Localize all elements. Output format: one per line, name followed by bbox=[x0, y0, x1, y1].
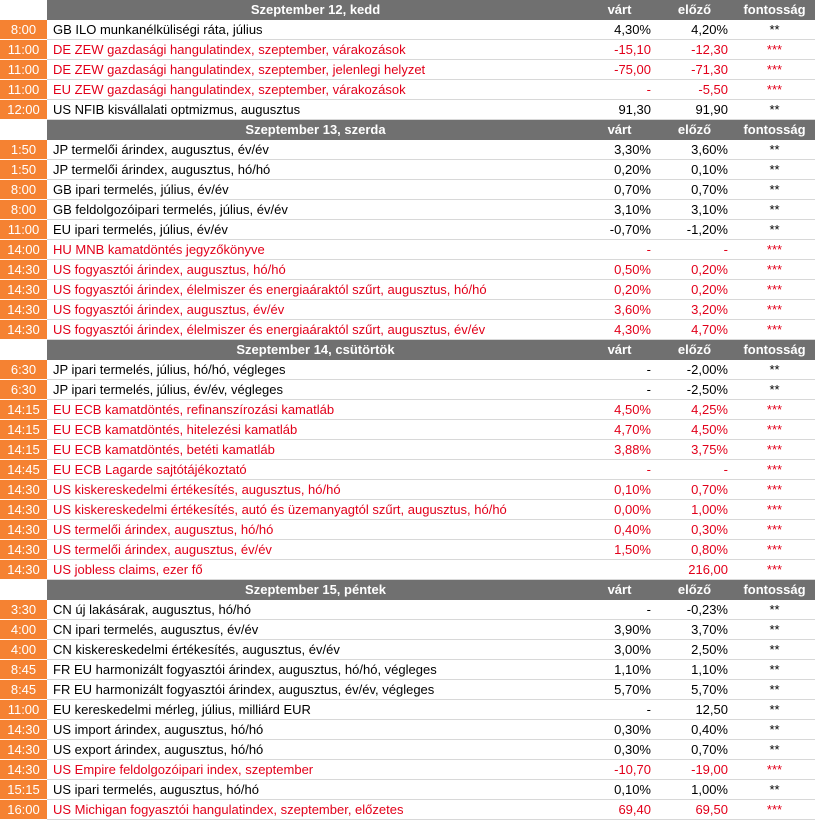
expected-value: 1,10% bbox=[584, 660, 655, 680]
expected-value: 3,00% bbox=[584, 640, 655, 660]
expected-value: 3,30% bbox=[584, 140, 655, 160]
table-row bbox=[0, 420, 815, 440]
table-row bbox=[0, 100, 815, 120]
expected-value: - bbox=[584, 240, 655, 260]
event-description: US fogyasztói árindex, augusztus, hó/hó bbox=[47, 260, 584, 280]
previous-value: -19,00 bbox=[655, 760, 734, 780]
table-row bbox=[0, 20, 815, 40]
event-description: EU ECB kamatdöntés, hitelezési kamatláb bbox=[47, 420, 584, 440]
previous-value: 69,50 bbox=[655, 800, 734, 820]
expected-value: - bbox=[584, 80, 655, 100]
importance-stars: *** bbox=[734, 540, 815, 560]
table-row bbox=[0, 600, 815, 620]
event-time: 11:00 bbox=[0, 700, 47, 720]
day-header-spacer bbox=[0, 340, 47, 360]
previous-value: 0,40% bbox=[655, 720, 734, 740]
table-row bbox=[0, 640, 815, 660]
event-time: 14:30 bbox=[0, 720, 47, 740]
day-header-spacer bbox=[0, 0, 47, 20]
table-row bbox=[0, 780, 815, 800]
expected-value: 3,90% bbox=[584, 620, 655, 640]
event-description: EU ECB Lagarde sajtótájékoztató bbox=[47, 460, 584, 480]
event-description: US fogyasztói árindex, élelmiszer és energiaáraktól szűrt, augusztus, hó/hó bbox=[47, 280, 584, 300]
event-time: 14:00 bbox=[0, 240, 47, 260]
event-time: 1:50 bbox=[0, 140, 47, 160]
event-time: 8:45 bbox=[0, 660, 47, 680]
expected-value: - bbox=[584, 600, 655, 620]
expected-value: 0,00% bbox=[584, 500, 655, 520]
event-time: 4:00 bbox=[0, 640, 47, 660]
event-description: JP termelői árindex, augusztus, év/év bbox=[47, 140, 584, 160]
previous-value: -2,50% bbox=[655, 380, 734, 400]
table-row bbox=[0, 760, 815, 780]
table-row bbox=[0, 520, 815, 540]
expected-value: 1,50% bbox=[584, 540, 655, 560]
event-time: 8:00 bbox=[0, 200, 47, 220]
table-row bbox=[0, 800, 815, 820]
table-row bbox=[0, 460, 815, 480]
table-row bbox=[0, 380, 815, 400]
previous-value: 0,70% bbox=[655, 740, 734, 760]
importance-stars: *** bbox=[734, 240, 815, 260]
expected-value: 0,10% bbox=[584, 780, 655, 800]
event-description: EU ECB kamatdöntés, betéti kamatláb bbox=[47, 440, 584, 460]
importance-stars: ** bbox=[734, 640, 815, 660]
event-time: 14:30 bbox=[0, 560, 47, 580]
event-time: 6:30 bbox=[0, 360, 47, 380]
expected-value: -75,00 bbox=[584, 60, 655, 80]
importance-stars: *** bbox=[734, 60, 815, 80]
expected-value: 91,30 bbox=[584, 100, 655, 120]
table-row bbox=[0, 740, 815, 760]
event-description: US NFIB kisvállalati optmizmus, augusztus bbox=[47, 100, 584, 120]
table-row bbox=[0, 280, 815, 300]
table-row bbox=[0, 200, 815, 220]
previous-value: 0,70% bbox=[655, 180, 734, 200]
expected-value: - bbox=[584, 460, 655, 480]
table-row bbox=[0, 40, 815, 60]
event-description: US jobless claims, ezer fő bbox=[47, 560, 584, 580]
event-description: GB ipari termelés, július, év/év bbox=[47, 180, 584, 200]
column-header-previous: előző bbox=[677, 122, 712, 137]
previous-value: -12,30 bbox=[655, 40, 734, 60]
importance-stars: ** bbox=[734, 380, 815, 400]
importance-stars: ** bbox=[734, 680, 815, 700]
importance-stars: ** bbox=[734, 200, 815, 220]
table-row bbox=[0, 440, 815, 460]
event-time: 6:30 bbox=[0, 380, 47, 400]
event-description: EU ECB kamatdöntés, refinanszírozási kamatláb bbox=[47, 400, 584, 420]
event-description: CN ipari termelés, augusztus, év/év bbox=[47, 620, 584, 640]
column-header-expected: várt bbox=[607, 582, 632, 597]
event-time: 15:15 bbox=[0, 780, 47, 800]
expected-value: 4,30% bbox=[584, 20, 655, 40]
event-time: 14:30 bbox=[0, 740, 47, 760]
previous-value: -0,23% bbox=[655, 600, 734, 620]
importance-stars: *** bbox=[734, 280, 815, 300]
importance-stars: ** bbox=[734, 360, 815, 380]
previous-value: 0,70% bbox=[655, 480, 734, 500]
day-header-title: Szeptember 14, csütörtök bbox=[236, 342, 395, 357]
importance-stars: ** bbox=[734, 600, 815, 620]
day-header-title: Szeptember 13, szerda bbox=[245, 122, 386, 137]
table-row bbox=[0, 700, 815, 720]
previous-value: 0,10% bbox=[655, 160, 734, 180]
importance-stars: *** bbox=[734, 560, 815, 580]
event-description: US termelői árindex, augusztus, hó/hó bbox=[47, 520, 584, 540]
event-description: EU kereskedelmi mérleg, július, milliárd EUR bbox=[47, 700, 584, 720]
table-row bbox=[0, 680, 815, 700]
event-description: CN új lakásárak, augusztus, hó/hó bbox=[47, 600, 584, 620]
importance-stars: *** bbox=[734, 760, 815, 780]
table-row bbox=[0, 60, 815, 80]
expected-value: 4,30% bbox=[584, 320, 655, 340]
expected-value: 0,20% bbox=[584, 280, 655, 300]
expected-value: 4,50% bbox=[584, 400, 655, 420]
day-header-title: Szeptember 12, kedd bbox=[250, 2, 381, 17]
event-description: US Empire feldolgozóipari index, szeptember bbox=[47, 760, 584, 780]
event-description: FR EU harmonizált fogyasztói árindex, augusztus, év/év, végleges bbox=[47, 680, 584, 700]
expected-value bbox=[584, 560, 655, 580]
table-row bbox=[0, 140, 815, 160]
previous-value: 0,30% bbox=[655, 520, 734, 540]
importance-stars: ** bbox=[734, 140, 815, 160]
column-header-expected: várt bbox=[607, 122, 632, 137]
expected-value: - bbox=[584, 380, 655, 400]
table-row bbox=[0, 180, 815, 200]
event-time: 14:15 bbox=[0, 420, 47, 440]
previous-value: 0,80% bbox=[655, 540, 734, 560]
column-header-importance: fontosság bbox=[743, 582, 806, 597]
column-header-importance: fontosság bbox=[743, 122, 806, 137]
previous-value: 4,70% bbox=[655, 320, 734, 340]
expected-value: 3,10% bbox=[584, 200, 655, 220]
event-time: 14:30 bbox=[0, 320, 47, 340]
event-time: 8:00 bbox=[0, 180, 47, 200]
event-time: 11:00 bbox=[0, 220, 47, 240]
table-row bbox=[0, 500, 815, 520]
previous-value: 3,75% bbox=[655, 440, 734, 460]
importance-stars: ** bbox=[734, 20, 815, 40]
importance-stars: *** bbox=[734, 40, 815, 60]
event-time: 14:30 bbox=[0, 540, 47, 560]
importance-stars: ** bbox=[734, 620, 815, 640]
table-row bbox=[0, 400, 815, 420]
previous-value: 3,70% bbox=[655, 620, 734, 640]
importance-stars: ** bbox=[734, 180, 815, 200]
event-time: 3:30 bbox=[0, 600, 47, 620]
day-header-spacer bbox=[0, 580, 47, 600]
table-row bbox=[0, 480, 815, 500]
previous-value: 0,20% bbox=[655, 260, 734, 280]
table-row bbox=[0, 360, 815, 380]
previous-value: 0,20% bbox=[655, 280, 734, 300]
column-header-expected: várt bbox=[607, 342, 632, 357]
previous-value: 1,10% bbox=[655, 660, 734, 680]
column-header-importance: fontosság bbox=[743, 342, 806, 357]
importance-stars: *** bbox=[734, 400, 815, 420]
column-header-previous: előző bbox=[677, 2, 712, 17]
day-header-spacer bbox=[0, 120, 47, 140]
event-description: FR EU harmonizált fogyasztói árindex, augusztus, hó/hó, végleges bbox=[47, 660, 584, 680]
column-header-previous: előző bbox=[677, 582, 712, 597]
event-description: US Michigan fogyasztói hangulatindex, szeptember, előzetes bbox=[47, 800, 584, 820]
importance-stars: *** bbox=[734, 420, 815, 440]
table-row bbox=[0, 160, 815, 180]
table-row bbox=[0, 620, 815, 640]
previous-value: - bbox=[655, 240, 734, 260]
event-time: 8:45 bbox=[0, 680, 47, 700]
event-description: US termelői árindex, augusztus, év/év bbox=[47, 540, 584, 560]
expected-value: 0,70% bbox=[584, 180, 655, 200]
importance-stars: *** bbox=[734, 500, 815, 520]
expected-value: 0,40% bbox=[584, 520, 655, 540]
importance-stars: *** bbox=[734, 440, 815, 460]
event-time: 14:30 bbox=[0, 480, 47, 500]
event-time: 14:30 bbox=[0, 260, 47, 280]
column-header-importance: fontosság bbox=[743, 2, 806, 17]
expected-value: 0,20% bbox=[584, 160, 655, 180]
expected-value: 0,50% bbox=[584, 260, 655, 280]
previous-value: 3,60% bbox=[655, 140, 734, 160]
event-time: 11:00 bbox=[0, 40, 47, 60]
event-time: 14:30 bbox=[0, 760, 47, 780]
event-description: EU ipari termelés, július, év/év bbox=[47, 220, 584, 240]
event-description: GB ILO munkanélküliségi ráta, július bbox=[47, 20, 584, 40]
previous-value: 4,20% bbox=[655, 20, 734, 40]
event-time: 11:00 bbox=[0, 80, 47, 100]
expected-value: 4,70% bbox=[584, 420, 655, 440]
event-description: US import árindex, augusztus, hó/hó bbox=[47, 720, 584, 740]
previous-value: 91,90 bbox=[655, 100, 734, 120]
importance-stars: *** bbox=[734, 480, 815, 500]
importance-stars: ** bbox=[734, 740, 815, 760]
event-time: 14:30 bbox=[0, 300, 47, 320]
previous-value: 3,10% bbox=[655, 200, 734, 220]
previous-value: -71,30 bbox=[655, 60, 734, 80]
importance-stars: *** bbox=[734, 460, 815, 480]
event-description: US export árindex, augusztus, hó/hó bbox=[47, 740, 584, 760]
table-row bbox=[0, 660, 815, 680]
previous-value: 2,50% bbox=[655, 640, 734, 660]
importance-stars: *** bbox=[734, 800, 815, 820]
day-header bbox=[0, 0, 815, 20]
importance-stars: *** bbox=[734, 80, 815, 100]
event-description: US ipari termelés, augusztus, hó/hó bbox=[47, 780, 584, 800]
table-row bbox=[0, 80, 815, 100]
importance-stars: ** bbox=[734, 660, 815, 680]
table-row bbox=[0, 320, 815, 340]
previous-value: 3,20% bbox=[655, 300, 734, 320]
table-row bbox=[0, 260, 815, 280]
previous-value: 1,00% bbox=[655, 780, 734, 800]
day-header-title: Szeptember 15, péntek bbox=[245, 582, 386, 597]
expected-value: - bbox=[584, 360, 655, 380]
expected-value: - bbox=[584, 700, 655, 720]
event-time: 14:45 bbox=[0, 460, 47, 480]
expected-value: -0,70% bbox=[584, 220, 655, 240]
event-time: 4:00 bbox=[0, 620, 47, 640]
event-description: DE ZEW gazdasági hangulatindex, szeptember, várakozások bbox=[47, 40, 584, 60]
event-description: HU MNB kamatdöntés jegyzőkönyve bbox=[47, 240, 584, 260]
event-time: 14:30 bbox=[0, 500, 47, 520]
expected-value: 69,40 bbox=[584, 800, 655, 820]
importance-stars: *** bbox=[734, 320, 815, 340]
event-time: 14:30 bbox=[0, 280, 47, 300]
expected-value: 0,30% bbox=[584, 720, 655, 740]
event-description: JP ipari termelés, július, hó/hó, végleges bbox=[47, 360, 584, 380]
importance-stars: ** bbox=[734, 220, 815, 240]
previous-value: 216,00 bbox=[655, 560, 734, 580]
table-row bbox=[0, 220, 815, 240]
previous-value: 4,25% bbox=[655, 400, 734, 420]
expected-value: 3,88% bbox=[584, 440, 655, 460]
event-time: 8:00 bbox=[0, 20, 47, 40]
previous-value: 1,00% bbox=[655, 500, 734, 520]
importance-stars: ** bbox=[734, 780, 815, 800]
event-description: US kiskereskedelmi értékesítés, autó és üzemanyagtól szűrt, augusztus, hó/hó bbox=[47, 500, 584, 520]
table-row bbox=[0, 560, 815, 580]
event-time: 16:00 bbox=[0, 800, 47, 820]
column-header-expected: várt bbox=[607, 2, 632, 17]
expected-value: 0,30% bbox=[584, 740, 655, 760]
day-header bbox=[0, 120, 815, 140]
event-description: DE ZEW gazdasági hangulatindex, szeptember, jelenlegi helyzet bbox=[47, 60, 584, 80]
event-time: 14:30 bbox=[0, 520, 47, 540]
expected-value: -15,10 bbox=[584, 40, 655, 60]
previous-value: -5,50 bbox=[655, 80, 734, 100]
event-time: 14:15 bbox=[0, 440, 47, 460]
importance-stars: ** bbox=[734, 160, 815, 180]
day-header bbox=[0, 340, 815, 360]
event-time: 1:50 bbox=[0, 160, 47, 180]
event-description: JP ipari termelés, július, év/év, végleges bbox=[47, 380, 584, 400]
table-row bbox=[0, 240, 815, 260]
previous-value: -1,20% bbox=[655, 220, 734, 240]
importance-stars: ** bbox=[734, 720, 815, 740]
expected-value: 5,70% bbox=[584, 680, 655, 700]
event-time: 11:00 bbox=[0, 60, 47, 80]
expected-value: -10,70 bbox=[584, 760, 655, 780]
importance-stars: *** bbox=[734, 300, 815, 320]
previous-value: 12,50 bbox=[655, 700, 734, 720]
event-time: 14:15 bbox=[0, 400, 47, 420]
table-row bbox=[0, 300, 815, 320]
event-description: CN kiskereskedelmi értékesítés, augusztus, év/év bbox=[47, 640, 584, 660]
event-description: JP termelői árindex, augusztus, hó/hó bbox=[47, 160, 584, 180]
previous-value: 4,50% bbox=[655, 420, 734, 440]
column-header-previous: előző bbox=[677, 342, 712, 357]
event-description: US fogyasztói árindex, augusztus, év/év bbox=[47, 300, 584, 320]
expected-value: 3,60% bbox=[584, 300, 655, 320]
event-time: 12:00 bbox=[0, 100, 47, 120]
importance-stars: *** bbox=[734, 260, 815, 280]
event-description: US kiskereskedelmi értékesítés, augusztus, hó/hó bbox=[47, 480, 584, 500]
importance-stars: ** bbox=[734, 700, 815, 720]
event-description: US fogyasztói árindex, élelmiszer és energiaáraktól szűrt, augusztus, év/év bbox=[47, 320, 584, 340]
table-row bbox=[0, 540, 815, 560]
table-row bbox=[0, 720, 815, 740]
previous-value: -2,00% bbox=[655, 360, 734, 380]
event-description: GB feldolgozóipari termelés, július, év/év bbox=[47, 200, 584, 220]
day-header bbox=[0, 580, 815, 600]
previous-value: 5,70% bbox=[655, 680, 734, 700]
importance-stars: ** bbox=[734, 100, 815, 120]
previous-value: - bbox=[655, 460, 734, 480]
expected-value: 0,10% bbox=[584, 480, 655, 500]
event-description: EU ZEW gazdasági hangulatindex, szeptember, várakozások bbox=[47, 80, 584, 100]
importance-stars: *** bbox=[734, 520, 815, 540]
